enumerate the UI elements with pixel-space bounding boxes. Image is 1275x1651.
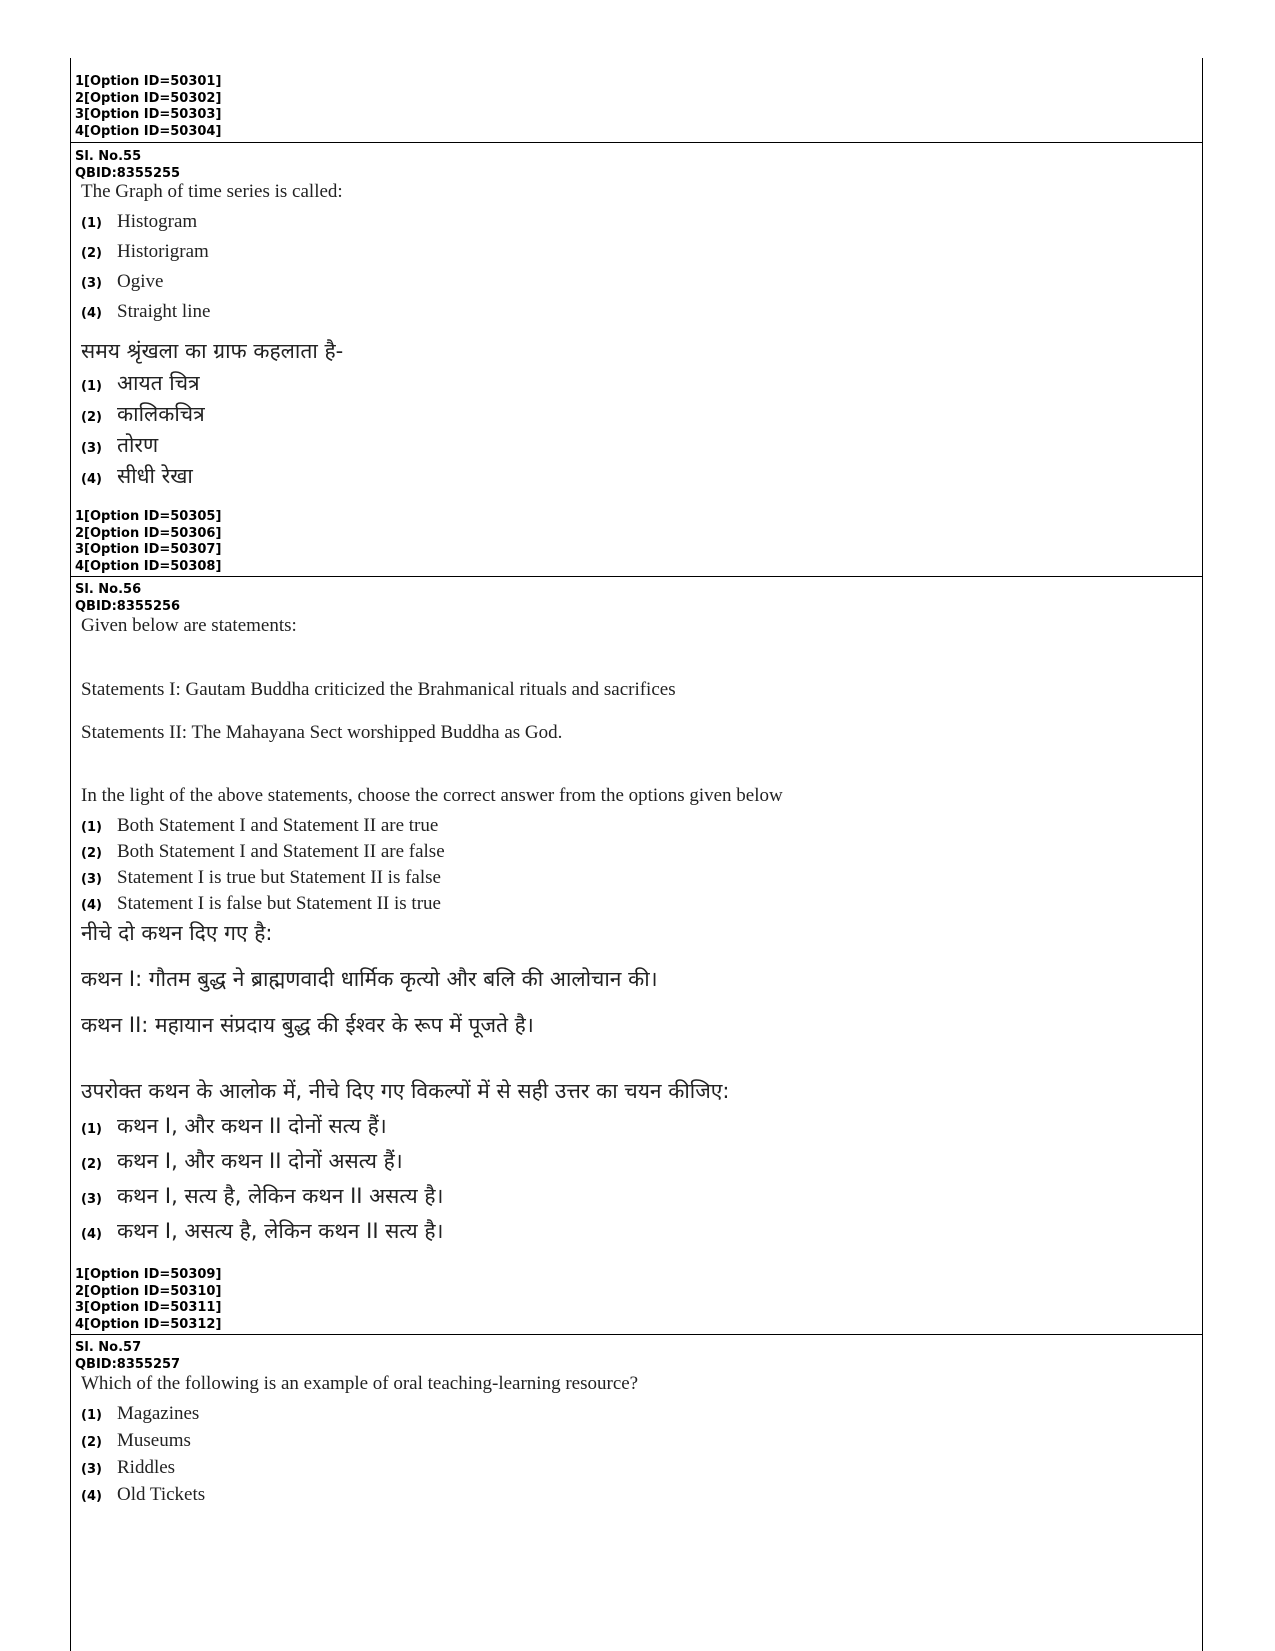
- option-item: (3) Ogive: [81, 271, 164, 292]
- qbid: QBID:8355256: [75, 598, 181, 614]
- question-text-english: The Graph of time series is called:: [81, 181, 343, 202]
- serial-number: Sl. No.55: [75, 149, 142, 164]
- option-item: (2) कालिकचित्र: [81, 402, 205, 426]
- qbid: QBID:8355257: [75, 1356, 181, 1372]
- option-id: 1[Option ID=50301]: [75, 74, 222, 89]
- option-item: (4) Straight line: [81, 301, 211, 322]
- question-text-english: In the light of the above statements, choose the correct answer from the options given below: [81, 785, 783, 806]
- hindi-options: [71, 1112, 1171, 1252]
- option-id: 2[Option ID=50306]: [75, 525, 222, 541]
- option-item: (2) Both Statement I and Statement II are false: [81, 841, 445, 862]
- question-text-hindi: उपरोक्त कथन के आलोक में, नीचे दिए गए विकल्पों में से सही उत्तर का चयन कीजिए:: [81, 1079, 730, 1103]
- option-item: (3) तोरण: [81, 433, 159, 457]
- option-id: 3[Option ID=50311]: [75, 1300, 222, 1315]
- option-item: (2) कथन I, और कथन II दोनों असत्य हैं।: [81, 1149, 403, 1173]
- option-item: (3) Statement I is true but Statement II is false: [81, 867, 441, 888]
- option-id: 3[Option ID=50303]: [75, 107, 222, 122]
- option-item: (2) Historigram: [81, 241, 209, 262]
- option-item: (1) आयत चित्र: [81, 371, 200, 395]
- option-item: (1) Histogram: [81, 211, 198, 232]
- option-id: 4[Option ID=50308]: [75, 558, 222, 574]
- question-text-english: Which of the following is an example of oral teaching-learning resource?: [81, 1373, 639, 1394]
- option-item: (4) सीधी रेखा: [81, 464, 193, 488]
- option-ids: [71, 509, 221, 575]
- option-item: (1) Magazines: [81, 1403, 200, 1424]
- statement-2-hindi: कथन II: महायान संप्रदाय बुद्ध की ईश्वर के रूप में पूजते है।: [81, 1013, 534, 1037]
- option-item: (3) कथन I, सत्य है, लेकिन कथन II असत्य है।: [81, 1184, 444, 1208]
- english-options: [71, 815, 1171, 919]
- option-id: 1[Option ID=50309]: [75, 1267, 222, 1282]
- option-item: (1) Both Statement I and Statement II are true: [81, 815, 439, 836]
- serial-number: Sl. No.56: [75, 582, 142, 597]
- option-item: (4) कथन I, असत्य है, लेकिन कथन II सत्य है।: [81, 1219, 444, 1243]
- option-item: (1) कथन I, और कथन II दोनों सत्य हैं।: [81, 1114, 387, 1138]
- question-block-57: [71, 1334, 1202, 1649]
- previous-option-ids: [71, 58, 1202, 142]
- intro-hindi: नीचे दो कथन दिए गए है:: [81, 921, 273, 945]
- option-item: (2) Museums: [81, 1430, 191, 1451]
- serial-number: Sl. No.57: [75, 1340, 142, 1355]
- option-id: 4[Option ID=50312]: [75, 1316, 222, 1332]
- option-id: 2[Option ID=50302]: [75, 90, 222, 106]
- option-item: (3) Riddles: [81, 1457, 176, 1478]
- statement-2-english: Statements II: The Mahayana Sect worshipped Buddha as God.: [81, 722, 563, 743]
- hindi-options: [71, 369, 1171, 493]
- statement-1-hindi: कथन I: गौतम बुद्ध ने ब्राह्मणवादी धार्मिक कृत्यो और बलि की आलोचान की।: [81, 967, 658, 991]
- option-id: 3[Option ID=50307]: [75, 542, 222, 557]
- option-id: 4[Option ID=50304]: [75, 123, 222, 139]
- question-block-55: [71, 142, 1202, 576]
- option-item: (4) Old Tickets: [81, 1484, 206, 1505]
- option-id: 1[Option ID=50305]: [75, 509, 222, 524]
- option-item: (4) Statement I is false but Statement II is true: [81, 893, 441, 914]
- intro-english: Given below are statements:: [81, 615, 297, 636]
- english-options: [71, 211, 1171, 331]
- option-id: 2[Option ID=50310]: [75, 1283, 222, 1299]
- question-block-56: [71, 576, 1202, 1334]
- question-paper-sheet: [70, 58, 1203, 1651]
- english-options: [71, 1403, 1171, 1511]
- qbid: QBID:8355255: [75, 165, 181, 181]
- question-text-hindi: समय श्रृंखला का ग्राफ कहलाता है-: [81, 339, 344, 363]
- option-ids: [71, 1267, 221, 1333]
- statement-1-english: Statements I: Gautam Buddha criticized the Brahmanical rituals and sacrifices: [81, 679, 676, 700]
